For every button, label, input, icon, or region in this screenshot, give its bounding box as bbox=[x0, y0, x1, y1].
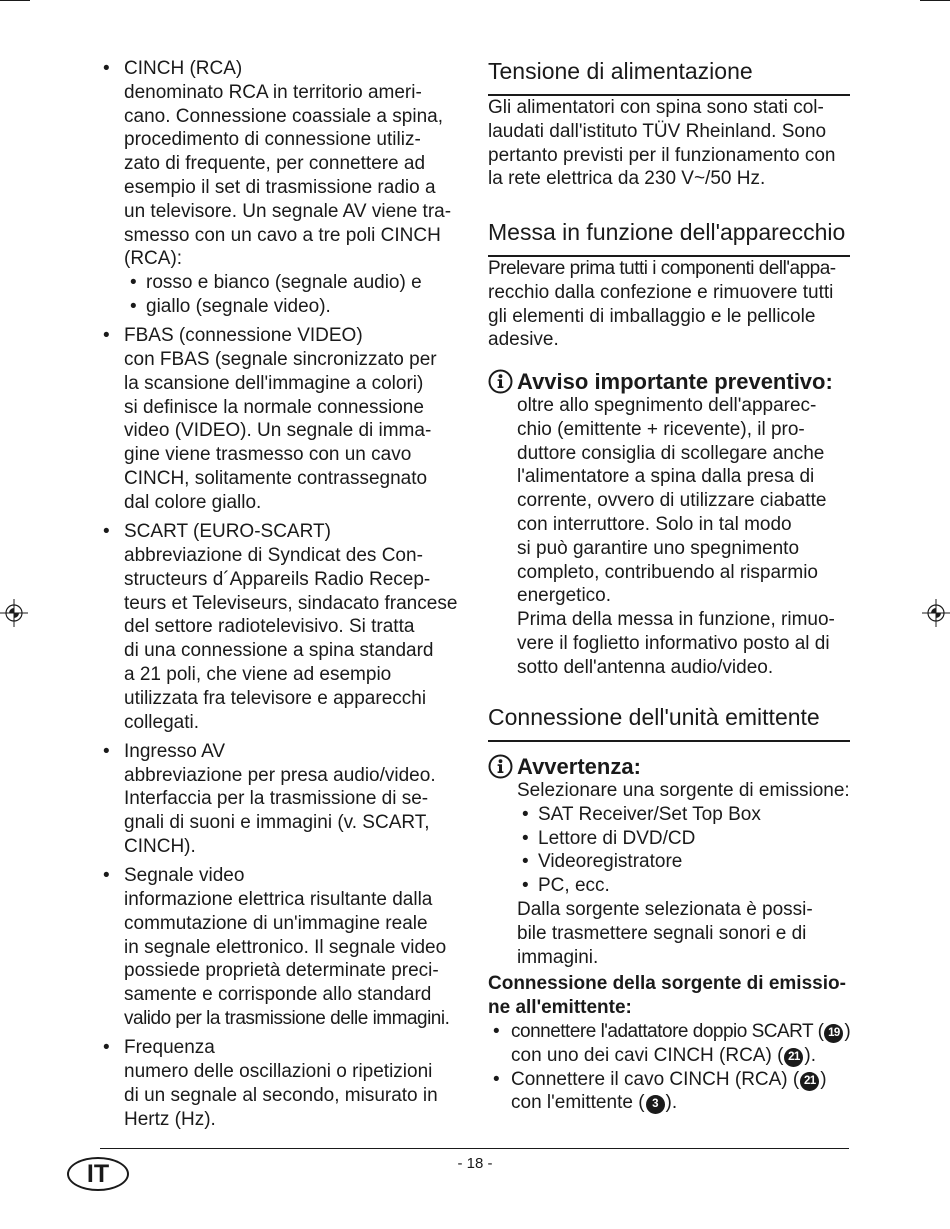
step-line bbox=[511, 1068, 850, 1092]
glossary-text-line: collegati. bbox=[124, 711, 199, 733]
glossary-text-line: valido per la trasmissione delle immagini. bbox=[124, 1008, 450, 1030]
paragraph-line: la rete elettrica da 230 V~/50 Hz. bbox=[488, 168, 766, 190]
step-text: connettere l'adattatore doppio SCART ( bbox=[511, 1021, 824, 1042]
info-icon bbox=[488, 754, 513, 779]
section-heading-startup: Messa in funzione dell'apparecchio bbox=[488, 219, 850, 257]
notice-line: chio (emittente + ricevente), il pro- bbox=[517, 418, 805, 440]
glossary-text-line: video (VIDEO). Un segnale di imma- bbox=[124, 420, 432, 442]
important-notice bbox=[488, 369, 850, 680]
glossary-text-line: cano. Connessione coassiale a spina, bbox=[124, 105, 443, 127]
bullet-marker bbox=[522, 850, 530, 874]
step-text: ) bbox=[820, 1068, 827, 1090]
glossary-text-line: la scansione dell'immagine a colori) bbox=[124, 372, 424, 394]
notice-line: corrente, ovvero di utilizzare ciabatte bbox=[517, 490, 827, 512]
glossary-text-line: a 21 poli, che viene ad esempio bbox=[124, 663, 392, 685]
glossary-term: Frequenza bbox=[124, 1037, 215, 1059]
glossary-text-line: di una connessione a spina standard bbox=[124, 640, 434, 662]
glossary-text-line: denominato RCA in territorio ameri- bbox=[124, 81, 422, 103]
subheading-line: Connessione della sorgente di emissio- bbox=[488, 973, 846, 994]
source-name: SAT Receiver/Set Top Box bbox=[538, 803, 761, 825]
notice-title-row bbox=[488, 369, 850, 394]
paragraph-line: recchio dalla confezione e rimuovere tutti bbox=[488, 281, 834, 303]
bullet-marker bbox=[130, 295, 138, 319]
glossary-text-line: dal colore giallo. bbox=[124, 491, 262, 513]
bullet-marker bbox=[103, 520, 111, 544]
glossary-text-line: un televisore. Un segnale AV viene tra- bbox=[124, 200, 452, 222]
glossary-text-line: Interfaccia per la trasmissione di se- bbox=[124, 788, 429, 810]
power-supply-paragraph bbox=[488, 96, 850, 191]
sub-list-item-text: giallo (segnale video). bbox=[146, 295, 331, 317]
glossary-text-line: con FBAS (segnale sincronizzato per bbox=[124, 349, 437, 371]
subheading-line: ne all'emittente: bbox=[488, 996, 632, 1018]
part-reference-badge: 21 bbox=[784, 1048, 803, 1067]
glossary-item-frequency bbox=[100, 1036, 475, 1131]
warning-line: Dalla sorgente selezionata è possi- bbox=[517, 898, 813, 920]
crop-mark-top-left bbox=[0, 0, 30, 1]
warning-title: Avvertenza: bbox=[517, 754, 641, 779]
warning-body bbox=[488, 779, 850, 969]
bullet-marker bbox=[522, 874, 530, 898]
notice-line: vere il foglietto informativo posto al di bbox=[517, 632, 830, 654]
registration-mark-icon bbox=[0, 599, 28, 627]
bullet-marker bbox=[493, 1020, 501, 1044]
glossary-item-av-input bbox=[100, 740, 475, 859]
bullet-marker bbox=[103, 740, 111, 764]
warning-line: bile trasmettere segnali sonori e di bbox=[517, 922, 807, 944]
right-column bbox=[488, 0, 850, 1140]
warning-intro: Selezionare una sorgente di emissione: bbox=[517, 780, 850, 801]
glossary-text-line: abbreviazione di Syndicat des Con- bbox=[124, 544, 423, 566]
bullet-marker bbox=[103, 324, 111, 348]
step-line bbox=[511, 1091, 850, 1115]
glossary-text-line: numero delle oscillazioni o ripetizioni bbox=[124, 1061, 433, 1083]
notice-line: Prima della messa in funzione, rimuo- bbox=[517, 609, 835, 631]
part-reference-badge: 19 bbox=[824, 1024, 843, 1043]
connection-steps bbox=[488, 1020, 850, 1115]
notice-title: Avviso importante preventivo: bbox=[517, 369, 833, 394]
source-list-item bbox=[517, 827, 850, 851]
sub-list-item bbox=[124, 271, 475, 295]
glossary-text-line: gine viene trasmesso con un cavo bbox=[124, 444, 412, 466]
glossary-text-line: procedimento di connessione utiliz- bbox=[124, 129, 421, 151]
glossary-item-fbas bbox=[100, 324, 475, 514]
bullet-marker bbox=[522, 803, 530, 827]
source-name: Lettore di DVD/CD bbox=[538, 827, 696, 849]
glossary-text-line: gnali di suoni e immagini (v. SCART, bbox=[124, 812, 430, 834]
glossary-text-line: zato di frequente, per connettere ad bbox=[124, 153, 426, 175]
glossary-item-video-signal bbox=[100, 864, 475, 1031]
glossary-term: FBAS (connessione VIDEO) bbox=[124, 325, 363, 347]
section-heading-power-supply: Tensione di alimentazione bbox=[488, 58, 850, 96]
notice-line: oltre allo spegnimento dell'apparec- bbox=[517, 395, 817, 416]
glossary-text-line: teurs et Televiseurs, sindacato francese bbox=[124, 592, 458, 614]
glossary-text-line: informazione elettrica risultante dalla bbox=[124, 889, 433, 911]
paragraph-line: pertanto previsti per il funzionamento con bbox=[488, 144, 836, 166]
language-badge: IT bbox=[67, 1157, 129, 1191]
step-line bbox=[511, 1044, 850, 1068]
glossary-item-cinch bbox=[100, 57, 475, 319]
glossary-text-line: in segnale elettronico. Il segnale video bbox=[124, 936, 447, 958]
paragraph-line: gli elementi di imballaggio e le pellicole bbox=[488, 305, 816, 327]
page-number: - 18 - bbox=[457, 1155, 493, 1172]
step-text: con l'emittente ( bbox=[511, 1092, 645, 1114]
glossary-term: Segnale video bbox=[124, 865, 245, 887]
connection-subheading bbox=[488, 972, 850, 1020]
step-line bbox=[511, 1020, 850, 1044]
crop-mark-top-right bbox=[920, 0, 950, 1]
glossary-text-line: CINCH). bbox=[124, 836, 196, 857]
paragraph-line: laudati dall'istituto TÜV Rheinland. Sono bbox=[488, 120, 827, 142]
notice-line: con interruttore. Solo in tal modo bbox=[517, 513, 792, 535]
glossary-text-line: abbreviazione per presa audio/video. bbox=[124, 764, 436, 786]
notice-body bbox=[488, 394, 850, 680]
glossary-text-line: utilizzata fra televisore e apparecchi bbox=[124, 687, 427, 709]
bullet-marker bbox=[103, 864, 111, 888]
source-list-item bbox=[517, 874, 850, 898]
warning-title-row bbox=[488, 754, 850, 779]
source-list-item bbox=[517, 803, 850, 827]
bullet-marker bbox=[522, 827, 530, 851]
connection-step bbox=[488, 1068, 850, 1116]
glossary-item-scart bbox=[100, 520, 475, 734]
glossary-list bbox=[100, 57, 475, 1137]
sub-list-item-text: rosso e bianco (segnale audio) e bbox=[146, 272, 422, 294]
glossary-text-line: commutazione di un'immagine reale bbox=[124, 912, 428, 934]
paragraph-line: Gli alimentatori con spina sono stati col- bbox=[488, 97, 824, 118]
notice-line: energetico. bbox=[517, 585, 612, 607]
glossary-text-line: possiede proprietà determinate preci- bbox=[124, 960, 439, 982]
source-list-item bbox=[517, 850, 850, 874]
step-text: ). bbox=[804, 1044, 817, 1066]
warning-line: immagini. bbox=[517, 946, 599, 968]
part-reference-badge: 21 bbox=[800, 1072, 819, 1091]
step-text: ). bbox=[665, 1092, 678, 1114]
glossary-text-line: samente e corrisponde allo standard bbox=[124, 984, 432, 1006]
bullet-marker bbox=[103, 57, 111, 81]
glossary-text-line: esempio il set di trasmissione radio a bbox=[124, 176, 436, 198]
step-text: Connettere il cavo CINCH (RCA) ( bbox=[511, 1068, 800, 1090]
paragraph-line: adesive. bbox=[488, 329, 559, 351]
bullet-marker bbox=[493, 1068, 501, 1092]
bullet-marker bbox=[103, 1036, 111, 1060]
notice-line: l'alimentatore a spina dalla presa di bbox=[517, 466, 815, 488]
startup-paragraph bbox=[488, 257, 850, 352]
glossary-term: CINCH (RCA) bbox=[124, 58, 243, 79]
notice-line: si può garantire uno spegnimento bbox=[517, 537, 800, 559]
section-heading-transmitter-connection: Connessione dell'unità emittente bbox=[488, 704, 850, 742]
glossary-text-line: structeurs d´Appareils Radio Recep- bbox=[124, 568, 431, 590]
glossary-text-line: si definisce la normale connessione bbox=[124, 396, 424, 418]
notice-line: completo, contribuendo al risparmio bbox=[517, 561, 818, 583]
part-reference-badge: 3 bbox=[646, 1095, 665, 1114]
glossary-text-line: Hertz (Hz). bbox=[124, 1108, 216, 1130]
step-text: con uno dei cavi CINCH (RCA) ( bbox=[511, 1044, 784, 1066]
glossary-term: Ingresso AV bbox=[124, 740, 226, 762]
glossary-text-line: CINCH, solitamente contrassegnato bbox=[124, 468, 428, 490]
glossary-text-line: di un segnale al secondo, misurato in bbox=[124, 1084, 438, 1106]
paragraph-line: Prelevare prima tutti i componenti dell'appa- bbox=[488, 258, 836, 279]
warning-note bbox=[488, 754, 850, 969]
source-name: PC, ecc. bbox=[538, 875, 610, 897]
glossary-text-line: smesso con un cavo a tre poli CINCH bbox=[124, 224, 441, 246]
source-name: Videoregistratore bbox=[538, 851, 683, 873]
glossary-term: SCART (EURO-SCART) bbox=[124, 521, 331, 543]
notice-line: duttore consiglia di scollegare anche bbox=[517, 442, 825, 464]
info-icon bbox=[488, 369, 513, 394]
glossary-text-line: (RCA): bbox=[124, 248, 183, 270]
footer-divider bbox=[100, 1148, 849, 1149]
connection-step bbox=[488, 1020, 850, 1068]
glossary-text-line: del settore radiotelevisivo. Si tratta bbox=[124, 616, 415, 638]
sub-list-item bbox=[124, 295, 475, 319]
step-text: ) bbox=[844, 1021, 851, 1042]
bullet-marker bbox=[130, 271, 138, 295]
registration-mark-icon bbox=[922, 599, 950, 627]
notice-line: sotto dell'antenna audio/video. bbox=[517, 656, 774, 678]
